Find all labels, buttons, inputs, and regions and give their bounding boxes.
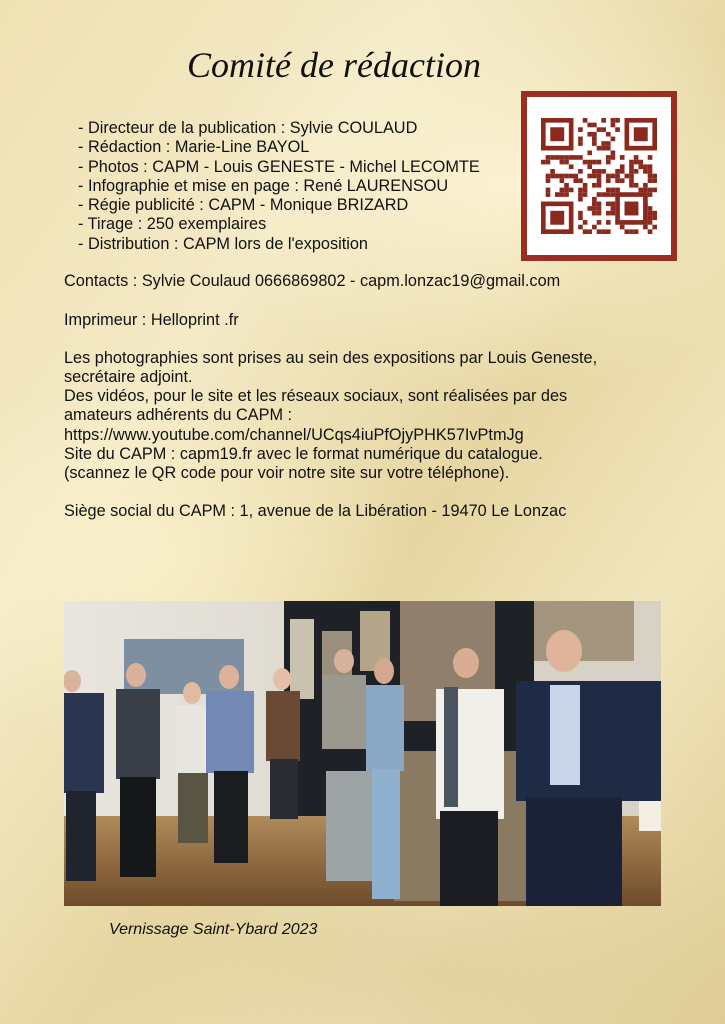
qr-code-icon <box>541 115 657 237</box>
paragraph-line: Site du CAPM : capm19.fr avec le format numérique du catalogue. <box>64 445 543 463</box>
youtube-link[interactable]: https://www.youtube.com/channel/UCqs4iuPfOjyPHK57IvPtmJg <box>64 426 524 444</box>
paragraph-line: (scannez le QR code pour voir notre site sur votre téléphone). <box>64 464 510 482</box>
headquarters-line: Siège social du CAPM : 1, avenue de la Libération - 19470 Le Lonzac <box>64 502 567 520</box>
contacts-line: Contacts : Sylvie Coulaud 0666869802 - capm.lonzac19@gmail.com <box>64 272 561 290</box>
exhibition-photo <box>64 601 661 906</box>
paragraph-line: secrétaire adjoint. <box>64 368 193 386</box>
credit-line: - Tirage : 250 exemplaires <box>78 215 267 234</box>
credit-line: - Infographie et mise en page : René LAURENSOU <box>78 176 449 195</box>
credit-line: - Photos : CAPM - Louis GENESTE - Michel LECOMTE <box>78 157 480 176</box>
photo-illustration <box>64 601 661 906</box>
credits-list <box>78 119 480 254</box>
credit-line: - Distribution : CAPM lors de l'exposition <box>78 234 368 253</box>
credit-line: - Régie publicité : CAPM - Monique BRIZARD <box>78 196 409 215</box>
qr-code-area <box>527 97 671 255</box>
page-title: Comité de rédaction <box>187 45 481 85</box>
paragraph-line: Des vidéos, pour le site et les réseaux sociaux, sont réalisées par des <box>64 387 568 405</box>
printer-line: Imprimeur : Helloprint .fr <box>64 311 239 329</box>
credit-line: - Rédaction : Marie-Line BAYOL <box>78 138 310 157</box>
photo-caption: Vernissage Saint-Ybard 2023 <box>109 921 318 938</box>
paragraph-line: amateurs adhérents du CAPM : <box>64 406 293 424</box>
credit-line: - Directeur de la publication : Sylvie COULAUD <box>78 119 418 137</box>
qr-code[interactable] <box>521 91 677 261</box>
paragraph-line: Les photographies sont prises au sein des expositions par Louis Geneste, <box>64 349 598 367</box>
